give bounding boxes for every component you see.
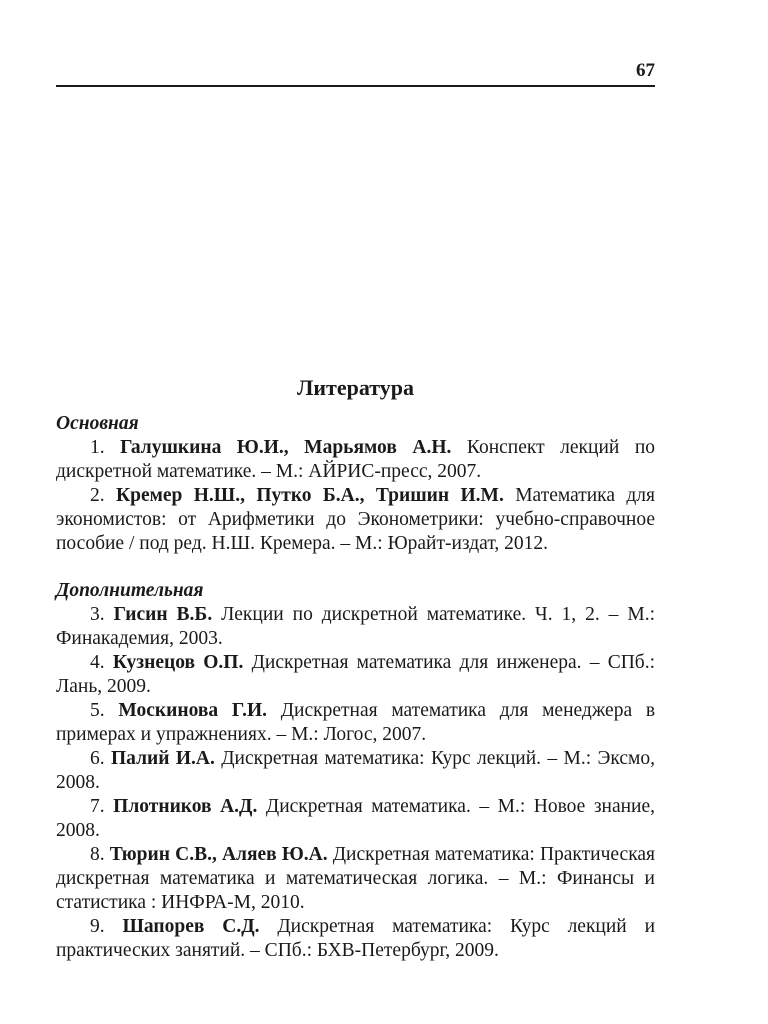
ref-text: Дискретная математика для менеджера в примерах и упражнениях. – М.: Логос, 2007. <box>56 700 656 745</box>
ref-text: Дискретная математика для инженера. – СПб.: Лань, 2009. <box>56 652 656 697</box>
reference-entry <box>56 436 655 484</box>
ref-text: Дискретная математика: Курс лекций. – М.: Эксмо, 2008. <box>56 748 656 793</box>
page-number: 67 <box>636 60 655 81</box>
reference-entry <box>56 699 655 747</box>
ref-number: 8. <box>90 844 105 865</box>
section-heading-additional: Дополнительная <box>56 580 204 601</box>
ref-number: 1. <box>90 437 105 458</box>
ref-authors: Галушкина Ю.И., Марьямов А.Н. <box>120 437 452 458</box>
section-heading-main: Основная <box>56 413 139 434</box>
ref-authors: Тюрин С.В., Аляев Ю.А. <box>109 844 328 865</box>
header-rule <box>56 85 655 87</box>
ref-number: 4. <box>90 652 105 673</box>
ref-text: Дискретная математика: Практическая дискретная математика и математическая логика. – М.: Финансы и статистика : ИНФРА-М, 2010. <box>56 844 656 913</box>
section-gap <box>56 556 655 579</box>
ref-authors: Москинова Г.И. <box>118 700 268 721</box>
ref-number: 6. <box>90 748 105 769</box>
ref-text: Дискретная математика. – М.: Новое знание, 2008. <box>56 796 656 841</box>
ref-authors: Кремер Н.Ш., Путко Б.А., Тришин И.М. <box>115 485 504 506</box>
ref-text: Дискретная математика: Курс лекций и практических занятий. – СПб.: БХВ-Петербург, 2009. <box>56 916 656 961</box>
ref-text: Лекции по дискретной математике. Ч. 1, 2. – М.: Финакадемия, 2003. <box>56 604 656 649</box>
reference-entry <box>56 795 655 843</box>
ref-number: 9. <box>90 916 105 937</box>
ref-number: 2. <box>90 485 105 506</box>
ref-number: 5. <box>90 700 105 721</box>
reference-entry <box>56 915 655 963</box>
ref-authors: Шапорев С.Д. <box>122 916 260 937</box>
reference-entry <box>56 843 655 915</box>
page-title: Литература <box>296 375 415 400</box>
ref-authors: Плотников А.Д. <box>113 796 258 817</box>
reference-entry <box>56 747 655 795</box>
bibliography <box>56 374 655 963</box>
reference-entry <box>56 484 655 556</box>
ref-authors: Кузнецов О.П. <box>112 652 244 673</box>
ref-authors: Палий И.А. <box>111 748 215 769</box>
ref-authors: Гисин В.Б. <box>113 604 213 625</box>
ref-number: 7. <box>90 796 105 817</box>
reference-entry <box>56 651 655 699</box>
ref-text: Конспект лекций по дискретной математике. – М.: АЙРИС-пресс, 2007. <box>56 437 656 482</box>
reference-entry <box>56 603 655 651</box>
ref-number: 3. <box>90 604 105 625</box>
ref-text: Математика для экономистов: от Арифметики до Эконометрики: учебно-справочное пособие / под ред. Н.Ш. Кремера. – М.: Юрайт-издат, 2012. <box>56 485 655 554</box>
